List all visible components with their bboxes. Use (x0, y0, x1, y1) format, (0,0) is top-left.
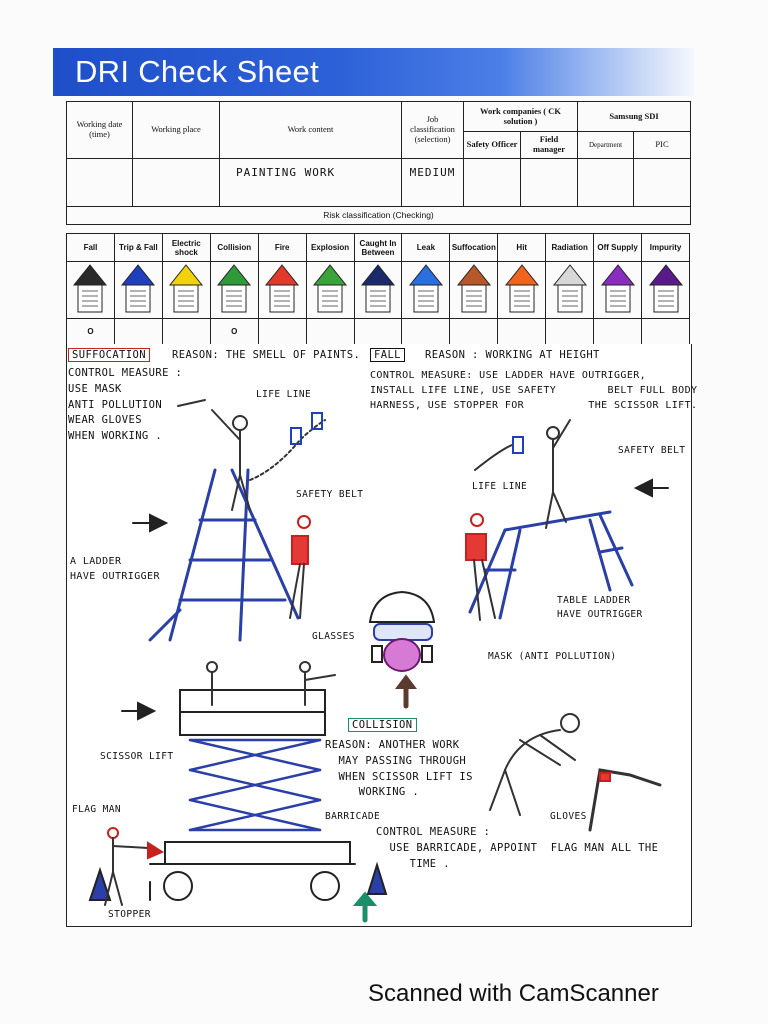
hook-icon (513, 437, 523, 453)
helper-sketch (290, 516, 310, 618)
life-line-sketch-2 (475, 445, 512, 470)
suffocation-label: SUFFOCATION (68, 348, 150, 364)
painter-sketch-2 (546, 420, 570, 528)
workers-on-lift (207, 662, 335, 705)
fall-label: FALL (370, 348, 405, 364)
gloves-callout: GLOVES (550, 811, 587, 822)
collision-label: COLLISION (348, 718, 417, 734)
safety-belt-callout-2: SAFETY BELT (618, 445, 686, 456)
painter-sketch (178, 400, 250, 510)
page-title: DRI Check Sheet (75, 54, 319, 89)
safety-belt-callout-1: SAFETY BELT (296, 489, 364, 500)
arrow-head-icon (636, 480, 652, 496)
risk-label-suffocation: Suffocation (450, 234, 498, 262)
risk-label-leak: Leak (402, 234, 450, 262)
risk-label-impurity: Impurity (642, 234, 690, 262)
suffocation-measures: CONTROL MEASURE : USE MASK ANTI POLLUTION WEAR GLOVES WHEN WORKING . (68, 367, 183, 442)
flagman-sketch (105, 828, 162, 905)
work-content-header: Work content (220, 102, 402, 159)
risk-label-electric-shock: Electric shock (162, 234, 210, 262)
work-companies-header: Work companies ( CK solution ) (464, 102, 578, 132)
risk-check-fall[interactable]: O (67, 319, 115, 345)
collision-reason: REASON: ANOTHER WORK MAY PASSING THROUGH WHEN SCISSOR LIFT IS WORKING . (325, 739, 473, 799)
ladder-callout: A LADDER HAVE OUTRIGGER (70, 556, 160, 582)
fall-reason: REASON : WORKING AT HEIGHT (425, 349, 600, 361)
risk-label-radiation: Radiation (546, 234, 594, 262)
work-content-value: PAINTING WORK (236, 166, 336, 179)
fall-measures: CONTROL MEASURE: USE LADDER HAVE OUTRIGGER, INSTALL LIFE LINE, USE SAFETY BELT FULL BODY HARNESS, USE STOPPER FOR THE SCISSOR LIFT. (370, 370, 698, 411)
risk-check-collision[interactable]: O (210, 319, 258, 345)
samsung-sdi-header: Samsung SDI (578, 102, 691, 132)
barricade-callout: BARRICADE (325, 811, 381, 822)
stopper-callout: STOPPER (108, 909, 151, 920)
life-line-callout-2: LIFE LINE (472, 481, 528, 492)
risk-label-explosion: Explosion (306, 234, 354, 262)
risk-label-hit: Hit (498, 234, 546, 262)
life-line-callout-1: LIFE LINE (256, 389, 312, 400)
safety-officer-header: Safety Officer (464, 132, 521, 159)
job-classification-value: MEDIUM (409, 166, 456, 179)
risk-classification-title: Risk classification (Checking) (67, 207, 691, 225)
worker-bending-sketch (490, 714, 579, 815)
risk-label-off-supply: Off Supply (594, 234, 642, 262)
working-date-header: Working date (time) (67, 102, 133, 159)
flag-man-callout: FLAG MAN (72, 804, 121, 815)
risk-label-fall: Fall (67, 234, 115, 262)
risk-label-trip-fall: Trip & Fall (114, 234, 162, 262)
suffocation-reason: REASON: THE SMELL OF PAINTS. (172, 349, 361, 361)
scissor-lift-callout: SCISSOR LIFT (100, 751, 174, 762)
a-ladder-sketch (150, 470, 298, 640)
table-ladder-callout: TABLE LADDER HAVE OUTRIGGER (557, 595, 643, 621)
pic-header: PIC (634, 132, 691, 159)
field-manager-header: Field manager (521, 132, 578, 159)
arrow-head-icon (150, 515, 166, 531)
risk-label-collision: Collision (210, 234, 258, 262)
glasses-callout: GLASSES (312, 631, 355, 642)
scanner-watermark: Scanned with CamScanner (368, 980, 659, 1007)
working-place-header: Working place (133, 102, 220, 159)
mask-callout: MASK (ANTI POLLUTION) (488, 651, 617, 662)
risk-label-fire: Fire (258, 234, 306, 262)
risk-label-caught-in-between: Caught In Between (354, 234, 402, 262)
collision-measures: CONTROL MEASURE : USE BARRICADE, APPOINT FLAG MAN ALL THE TIME . (376, 826, 659, 870)
department-header: Department (578, 132, 634, 159)
job-classification-header: Job classification (selection) (402, 102, 464, 159)
mask-head-sketch (370, 592, 434, 671)
